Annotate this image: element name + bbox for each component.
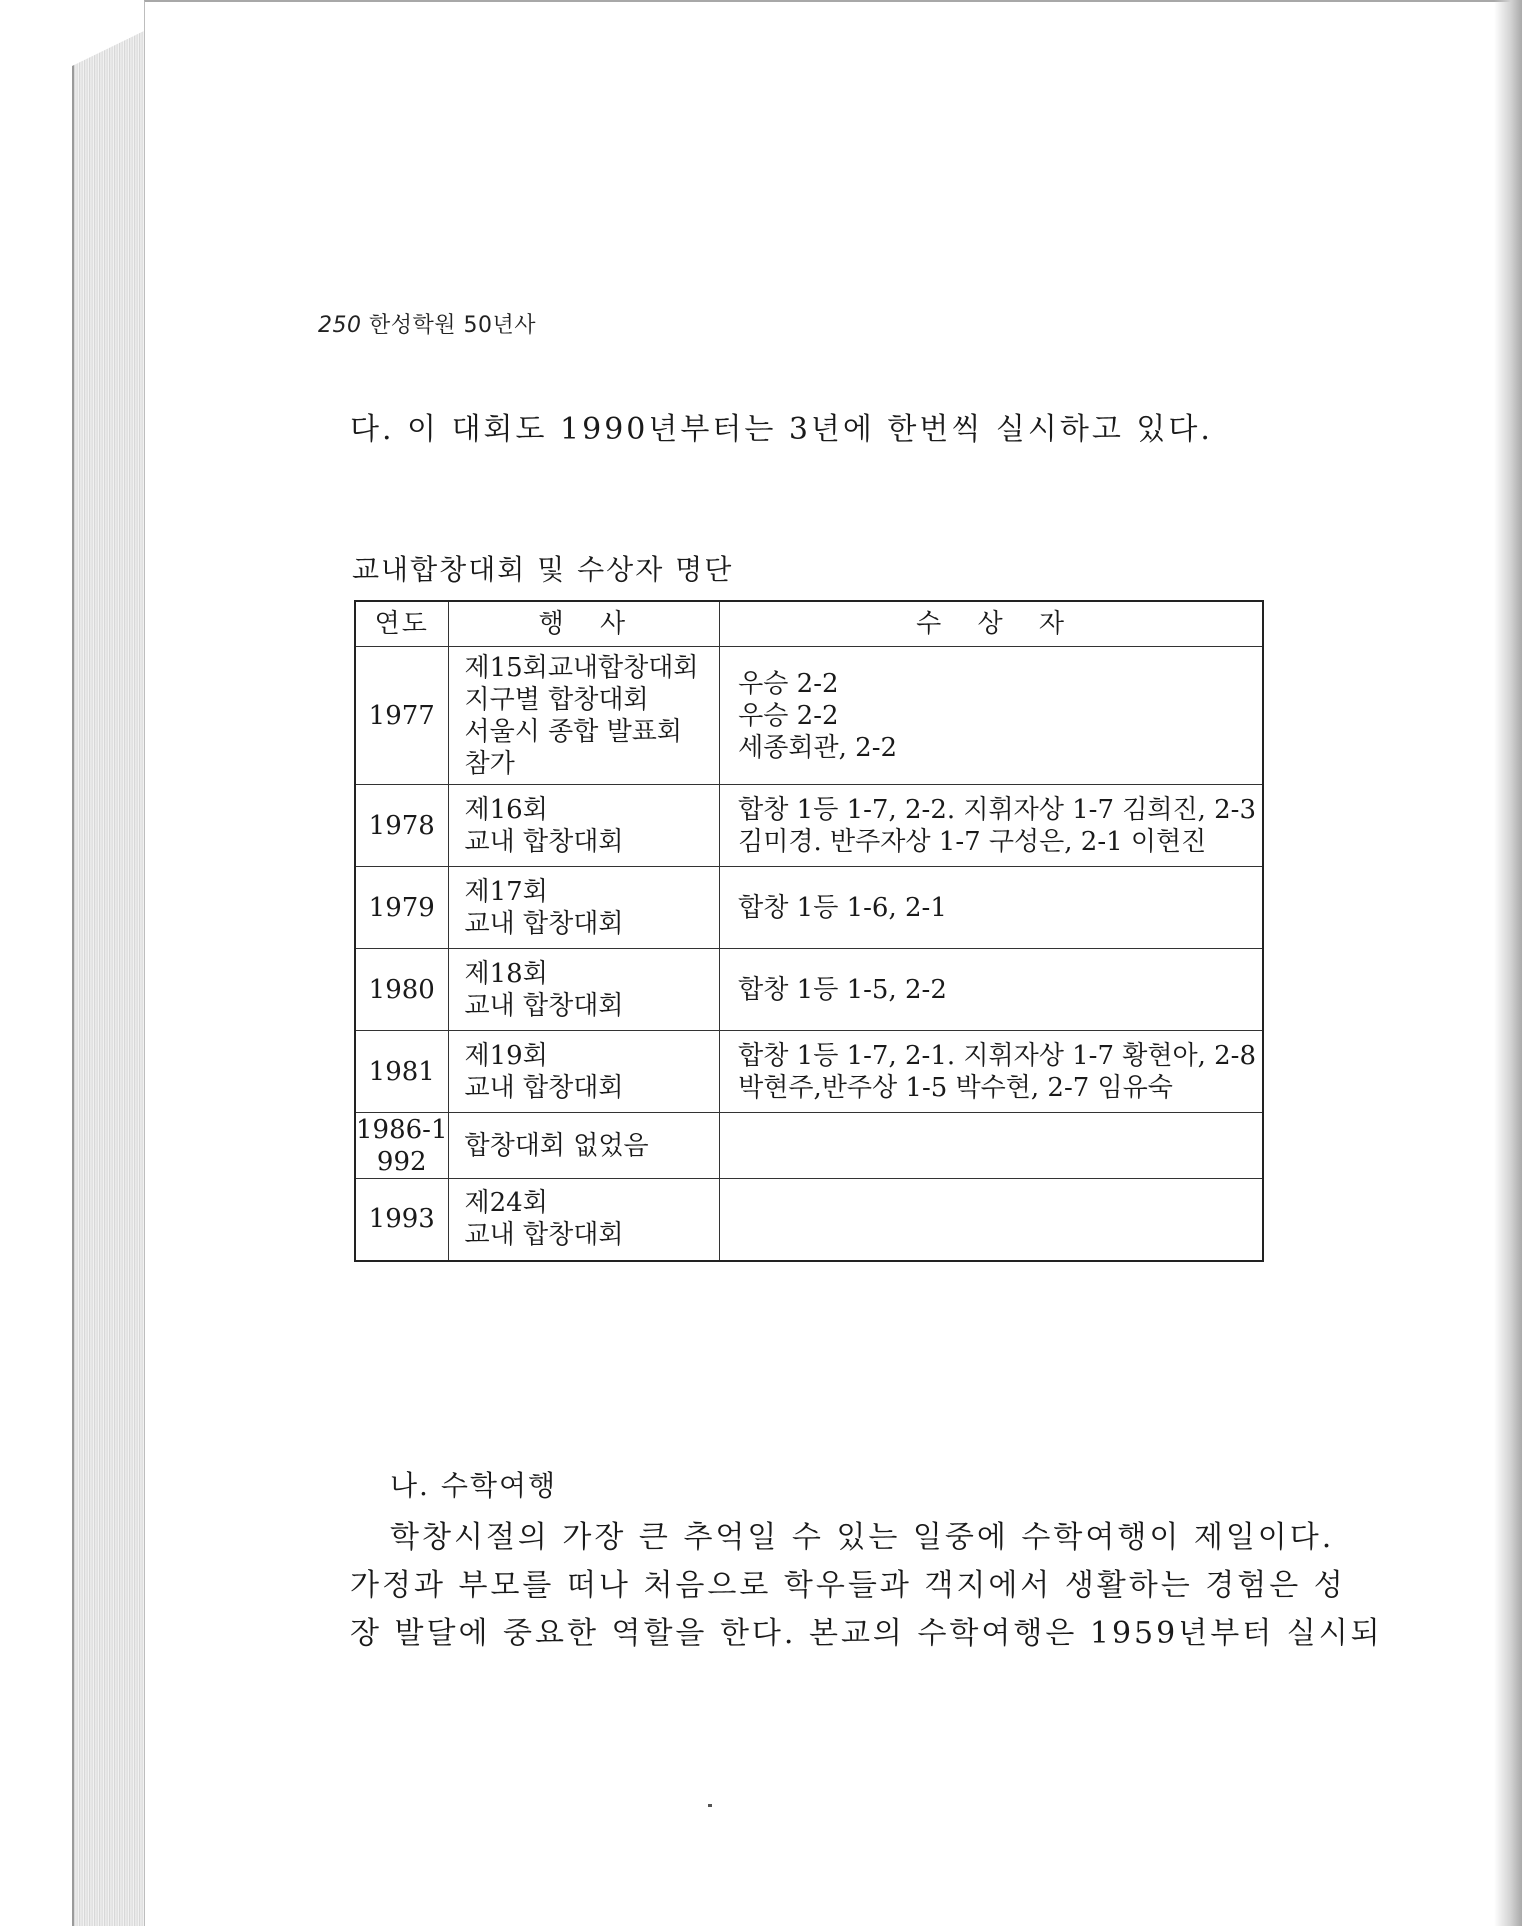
lead-paragraph: 다. 이 대회도 1990년부터는 3년에 한번씩 실시하고 있다.	[350, 412, 1213, 447]
event-cell-line: 제15회교내합창대회	[464, 652, 699, 683]
choir-award-table	[354, 600, 1264, 1262]
winners-cell	[720, 785, 1263, 867]
section-heading: 나. 수학여행	[390, 1469, 558, 1502]
year-cell-line: 992	[376, 1146, 427, 1177]
table-header-row	[355, 601, 1263, 647]
winners-cell	[720, 1113, 1263, 1179]
event-cell	[448, 949, 720, 1031]
event-cell	[448, 647, 720, 785]
event-cell-line: 교내 합창대회	[464, 1072, 624, 1103]
event-cell-line: 교내 합창대회	[464, 908, 624, 939]
year-cell-line: 1980	[368, 974, 435, 1005]
event-cell-line: 교내 합창대회	[464, 826, 624, 857]
header-event: 행 사	[448, 601, 720, 647]
paragraph-line: 학창시절의 가장 큰 추억일 수 있는 일중에 수학여행이 제일이다.	[390, 1520, 1335, 1555]
event-cell-line: 제18회	[464, 958, 548, 989]
table-row	[355, 1179, 1263, 1261]
event-cell-line: 합창대회 없었음	[464, 1130, 649, 1161]
page-shadow	[1494, 0, 1522, 1926]
event-cell-line: 제24회	[464, 1188, 548, 1219]
year-cell-line: 1981	[368, 1056, 435, 1087]
table-row	[355, 1113, 1263, 1179]
event-cell	[448, 785, 720, 867]
event-cell-line: 지구별 합창대회	[464, 684, 649, 715]
year-cell-line: 1993	[368, 1204, 435, 1235]
event-cell	[448, 1113, 720, 1179]
table-caption: 교내합창대회 및 수상자 명단	[352, 553, 734, 586]
table-row	[355, 867, 1263, 949]
event-cell-line: 제17회	[464, 876, 548, 907]
year-cell	[355, 1179, 448, 1261]
year-cell-line: 1986-1	[356, 1114, 448, 1145]
winners-cell	[720, 949, 1263, 1031]
running-head	[318, 308, 536, 339]
winners-cell	[720, 867, 1263, 949]
table-body	[355, 647, 1263, 1261]
year-cell	[355, 867, 448, 949]
winners-cell-line: 합창 1등 1-5, 2-2	[738, 974, 947, 1005]
winners-cell-line: 합창 1등 1-7, 2-1. 지휘자상 1-7 황현아, 2-8	[738, 1040, 1256, 1071]
year-cell-line: 1979	[368, 892, 435, 923]
winners-cell-line: 우승 2-2	[738, 668, 839, 699]
event-cell-line: 제19회	[464, 1040, 548, 1071]
header-year: 연도	[355, 601, 448, 647]
winners-cell-line: 합창 1등 1-7, 2-2. 지휘자상 1-7 김희진, 2-3	[738, 794, 1256, 825]
event-cell-line: 교내 합창대회	[464, 1220, 624, 1251]
winners-cell	[720, 1179, 1263, 1261]
winners-cell-line: 박현주,반주상 1-5 박수현, 2-7 임유숙	[738, 1072, 1173, 1103]
page-number: 250	[318, 313, 362, 338]
year-cell-line: 1977	[368, 700, 435, 731]
event-cell	[448, 867, 720, 949]
paragraph-line: 장 발달에 중요한 역할을 한다. 본교의 수학여행은 1959년부터 실시되	[350, 1616, 1383, 1651]
table-row	[355, 949, 1263, 1031]
table-row	[355, 647, 1263, 785]
year-cell-line: 1978	[368, 810, 435, 841]
year-cell	[355, 949, 448, 1031]
year-cell	[355, 1031, 448, 1113]
event-cell	[448, 1031, 720, 1113]
winners-cell	[720, 1031, 1263, 1113]
book-title: 한성학원 50년사	[369, 313, 536, 338]
winners-cell-line: 합창 1등 1-6, 2-1	[738, 892, 947, 923]
event-cell-line: 교내 합창대회	[464, 990, 624, 1021]
event-cell-line: 서울시 종합 발표회	[464, 716, 682, 747]
event-cell	[448, 1179, 720, 1261]
winners-cell	[720, 647, 1263, 785]
winners-cell-line: 김미경. 반주자상 1-7 구성은, 2-1 이현진	[738, 826, 1207, 857]
year-cell	[355, 785, 448, 867]
year-cell	[355, 647, 448, 785]
book-page-edges	[72, 28, 150, 1926]
table-row	[355, 1031, 1263, 1113]
table-row	[355, 785, 1263, 867]
print-speck	[708, 1804, 712, 1807]
winners-cell-line: 우승 2-2	[738, 700, 839, 731]
paragraph-line: 가정과 부모를 떠나 처음으로 학우들과 객지에서 생활하는 경험은 성	[350, 1568, 1346, 1603]
event-cell-line: 제16회	[464, 794, 548, 825]
event-cell-line: 참가	[464, 748, 515, 779]
header-winners: 수 상 자	[720, 601, 1263, 647]
year-cell	[355, 1113, 448, 1179]
winners-cell-line: 세종회관, 2-2	[738, 732, 898, 763]
